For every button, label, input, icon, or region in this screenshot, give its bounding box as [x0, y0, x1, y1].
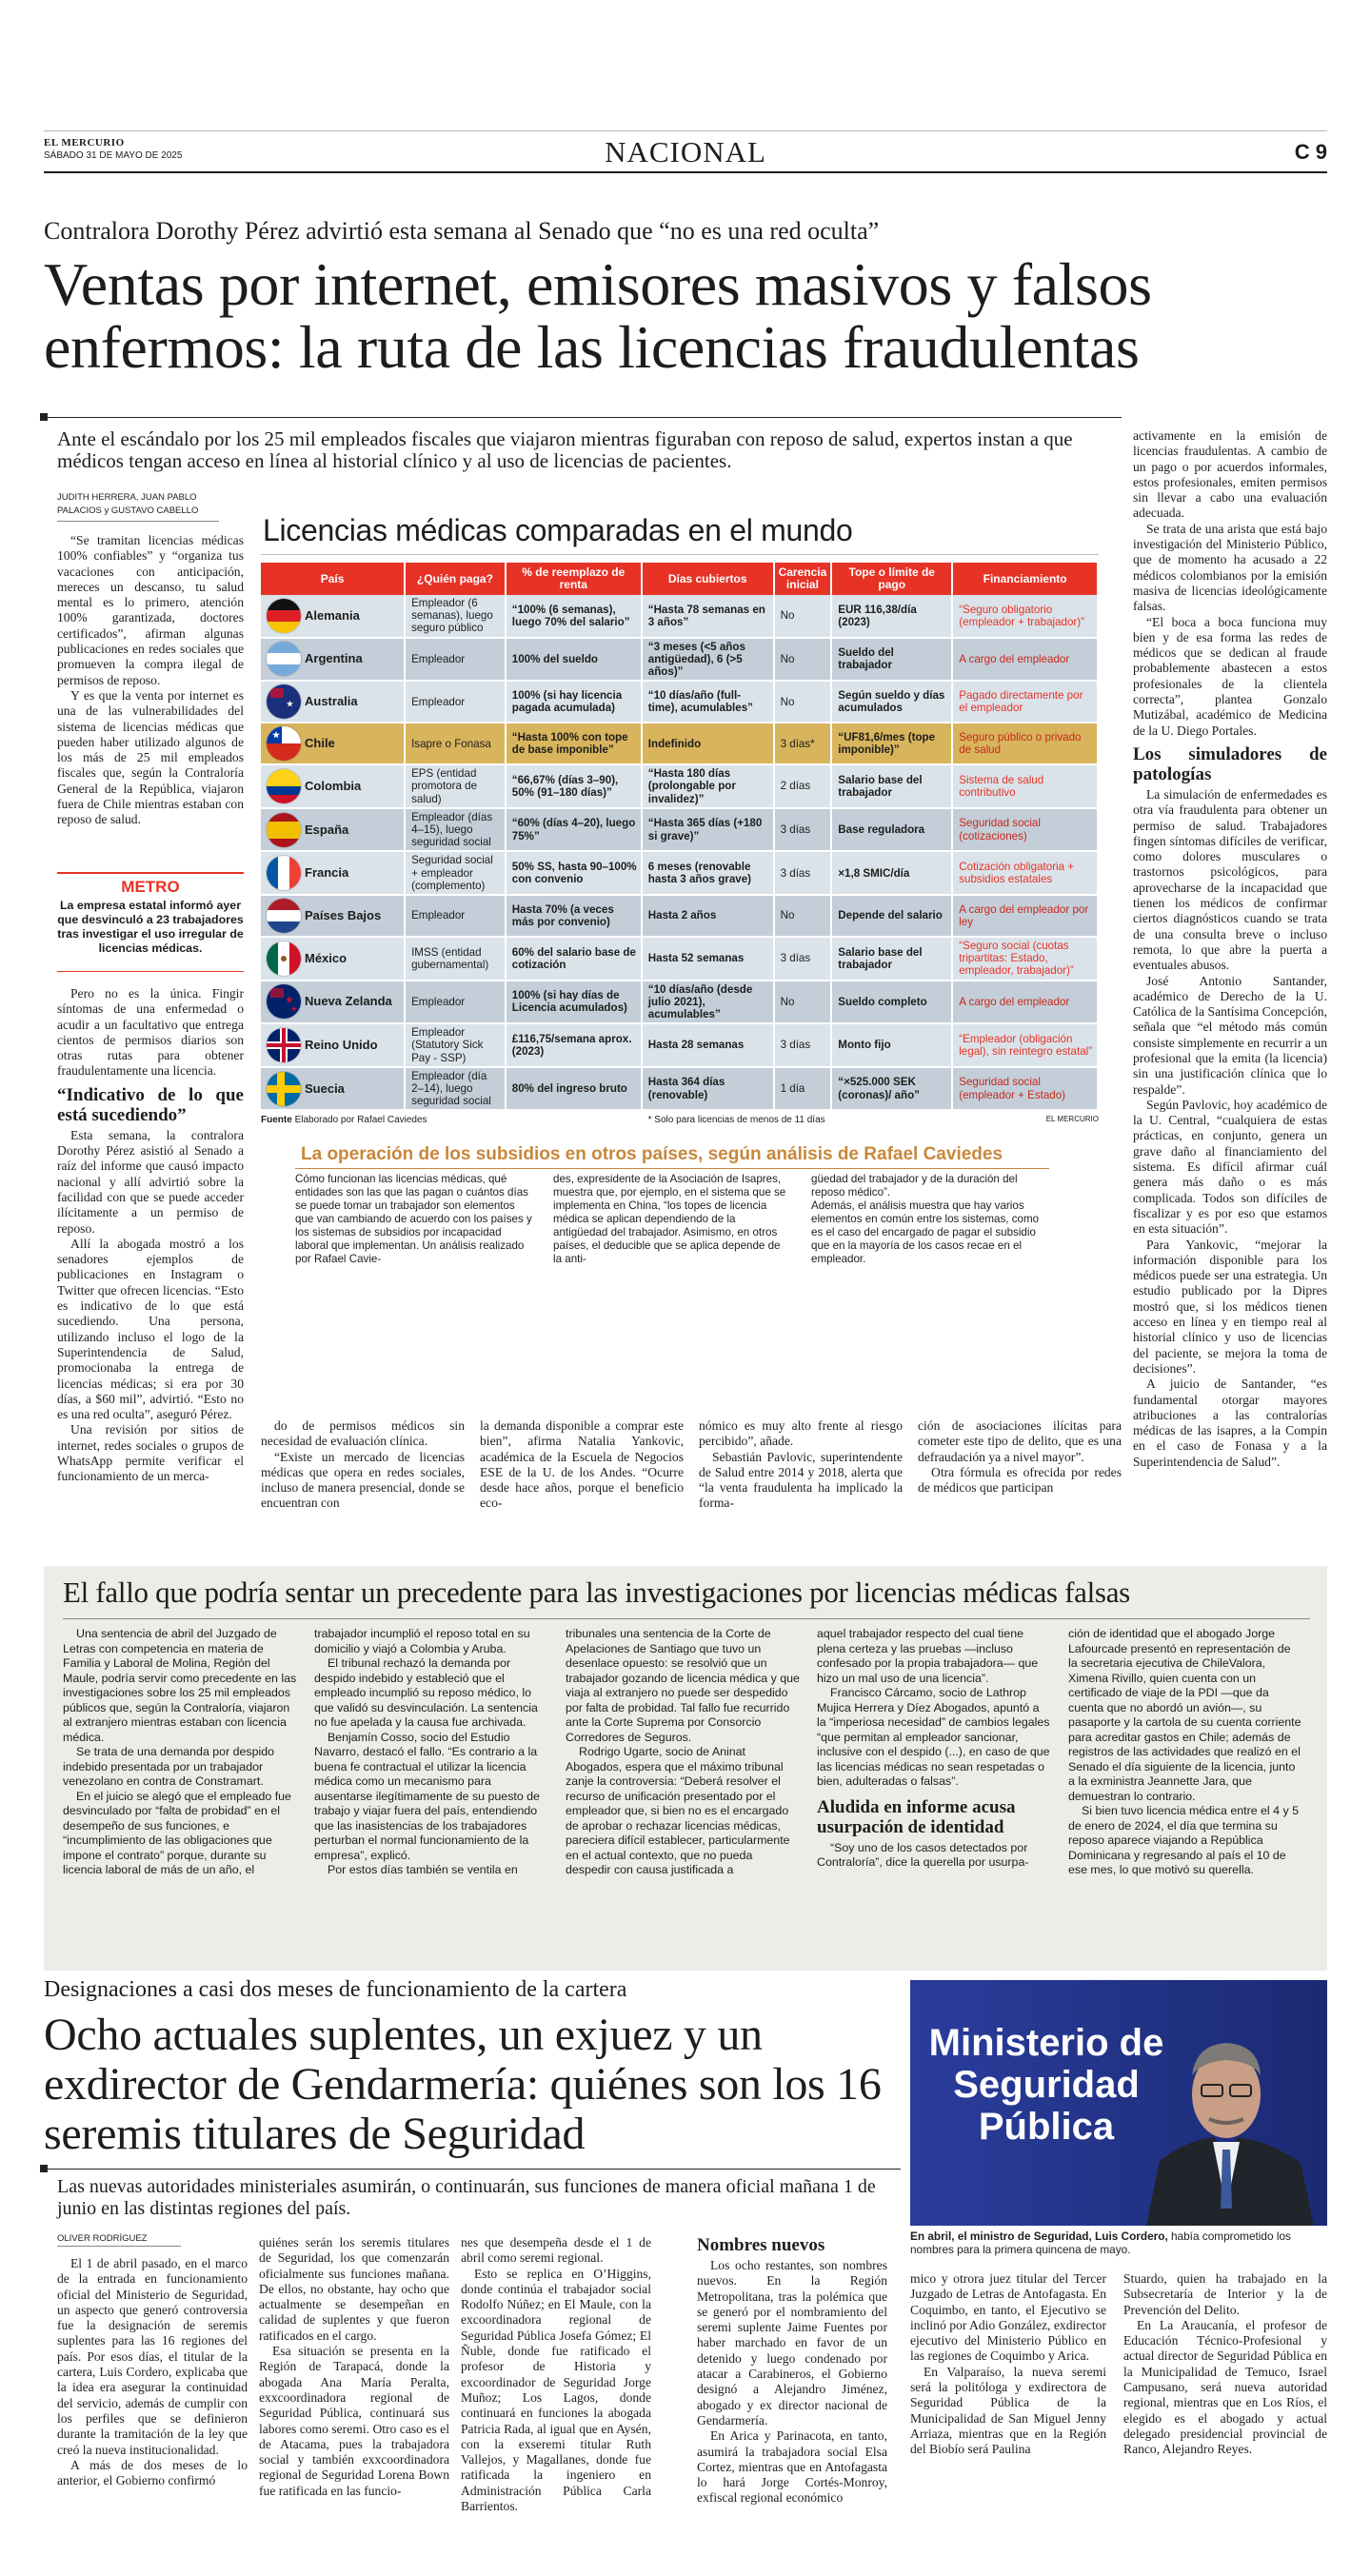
paragraph: Una revisión por sitios de internet, redes sociales o grupos de WhatsApp permite verificar el funcionamiento de un merca- — [57, 1422, 244, 1484]
paragraph: José Antonio Santander, académico de Derecho de la U. Católica de la Santísima Concepción, señala que “el método más común consiste simplemente en recurrir a un profesional que la emita (la licencia) sin una justificación clínica que lo respalde”. — [1133, 973, 1327, 1097]
paragraph: Por estos días también se ventila en — [328, 1863, 518, 1876]
table-cell: 3 días — [774, 937, 832, 981]
table-row — [261, 808, 1098, 852]
table-cell: “UF81,6/mes (tope imponible)” — [831, 723, 952, 764]
table-cell: No — [774, 981, 832, 1024]
paragraph: Para Yankovic, “mejorar la información disponible para los médicos puede ser una estrategia. Un estudio publicado por la Dipres mostró que, si los médicos tienen acceso en línea y en tiempo real al historial clínico y uso de licencias del paciente, se mejora la toma de decisiones”. — [1133, 1237, 1327, 1376]
country-cell — [261, 808, 405, 852]
flag-icon — [267, 1028, 301, 1062]
table-cell: “Seguro social (cuotas tripartitas: Estado, empleador, trabajador)” — [952, 937, 1098, 981]
paragraph: En Arica y Parinacota, en tanto, asumirá la trabajadora social Elsa Cortez, mientras que en Antofagasta lo hará Jorge Cortés-Monroy, exfiscal regional económico — [697, 2428, 887, 2506]
paragraph: Esta semana, la contralora Dorothy Pérez asistió al Senado a raíz del informe que causó impacto nacional y allí advirtió sobre la facilidad con que se puede acceder ilícitamente a un permiso de reposo. — [57, 1127, 244, 1236]
table-cell: “Seguro obligatorio (empleador + trabajador)” — [952, 595, 1098, 638]
paragraph: la demanda disponible a comprar este bien”, afirma Natalia Yankovic, académica de la Escuela de Negocios ESE de la U. de los Andes. “Ocurre desde hace años, porque el beneficio eco- — [480, 1418, 684, 1511]
table-cell: “Hasta 180 días (prolongable por invalidez)” — [642, 764, 774, 808]
table-cell: Base reguladora — [831, 808, 952, 852]
paragraph: Francisco Cárcamo, socio de Lathrop Mujica Herrera y Díez Abogados, apuntó a la “imperiosa necesidad” de cambios legales “que permitan al empleador sancionar, inclusive con el despido (...), en caso de que las licencias médicas no sean respetadas o bien, adulteradas o falsas”. — [817, 1686, 1050, 1788]
paragraph: Otra fórmula es ofrecida por redes de médicos que participan — [918, 1464, 1122, 1496]
table-cell: IMSS (entidad gubernamental) — [405, 937, 506, 981]
table-cell: Seguro público o privado de salud — [952, 723, 1098, 764]
paragraph: Se trata de una arista que está bajo investigación del Ministerio Público, que de momento ha acusado a 22 médicos colombianos por la emisión masiva de licencias ideológicamente falsas. — [1133, 521, 1327, 614]
paragraph: “Se tramitan licencias médicas 100% confiables” y “organiza tus vacaciones con anticipación, mereces un descanso, tu salud mental es lo primero, atención 100% garantizada, doctores certificados”, afirman algunas publicaciones en redes sociales que promueven la compra ilegal de permisos de reposo. — [57, 533, 244, 687]
paragraph: Allí la abogada mostró a los senadores ejemplos de publicaciones en Instagram o Twitter que ofrecen licencias. “Esto es indicativo de lo que está sucediendo. Una persona, utilizando incluso el logo de la Superintendencia de Salud, promocionaba la entrega de licencias médicas; si era por 30 días, a $60 mil”, advirtió. “Esto no es una red oculta”, aseguró Pérez. — [57, 1236, 244, 1422]
story3-col2 — [259, 2235, 449, 2499]
source-label: Fuente — [261, 1115, 292, 1126]
paragraph: Rodrigo Ugarte, socio de Aninat Abogados, espera que el máximo tribunal zanje la controversia: “Deberá resolver el recurso de unificación presentado por el empleador que, si bien no es el encargado de aprobar o rechazar licencias médicas, pareciera difícil establecer, particularmente en el actual contexto, que no pueda despedir con causa justificada a — [566, 1745, 790, 1876]
table-row — [261, 723, 1098, 764]
subheading: Aludida en informe acusa usurpación de identidad — [817, 1796, 1016, 1837]
metro-title: METRO — [121, 878, 180, 896]
country-name: España — [305, 822, 349, 837]
story3-byline: OLIVER RODRÍGUEZ — [57, 2233, 181, 2247]
table-header: Financiamiento — [952, 563, 1098, 595]
story3-col6 — [1123, 2271, 1327, 2458]
flag-icon — [267, 599, 301, 633]
country-name: Chile — [305, 736, 335, 751]
country-cell — [261, 937, 405, 981]
flag-icon — [267, 813, 301, 847]
story1-deck: Ante el escándalo por los 25 mil empleados fiscales que viajaron mientras figuraban con reposo de salud, expertos instan a que médicos tengan acceso en línea al historial clínico y al uso de licencias de pacientes. — [57, 427, 1073, 472]
country-cell — [261, 723, 405, 764]
story2-columns — [63, 1627, 1310, 1878]
table-header: Días cubiertos — [642, 563, 774, 595]
table-cell: Empleador (días 4–15), luego seguridad social — [405, 808, 506, 852]
credit: EL MERCURIO — [1045, 1115, 1099, 1124]
table-footer — [261, 1115, 1099, 1125]
table-cell: 3 días* — [774, 723, 832, 764]
subsidy-col: güedad del trabajador y de la duración del reposo médico”. Además, el análisis muestra que hay varios elementos en común entre los sistemas, como es el caso del encargado de pagar el subsidio que en la mayoría de los casos recae en el empleador. — [811, 1173, 1040, 1266]
story1-col1b — [57, 986, 244, 1485]
paragraph: Una sentencia de abril del Juzgado de Letras con competencia en materia de Familia y Laboral de Molina, Región del Maule, podría servir como precedente en las investigaciones sobre los 25 mil empleados públicos que, según la Contraloría, viajaron al extranjero mientras estaban con licencia médica. — [63, 1627, 297, 1744]
table-cell: 100% (si hay días de Licencia acumulados) — [506, 981, 642, 1024]
table-header: Carencia inicial — [774, 563, 832, 595]
paragraph: Pero no es la única. Fingir síntomas de una enfermedad o acudir a un facultativo que entrega cientos de permisos diarios son otras rutas para obtener fraudulentamente una licencia. — [57, 986, 244, 1079]
table-cell: No — [774, 681, 832, 723]
table-row — [261, 1067, 1098, 1111]
country-name: Argentina — [305, 651, 363, 666]
paragraph: Los ocho restantes, son nombres nuevos. En la Región Metropolitana, tras la polémica que se generó por el nombramiento del seremi suplente Jaime Fuentes por haber marchado en favor de un detenido y luego condenado por atacar a Carabineros, el Gobierno designó a Alejandro Jiménez, abogado y ex director nacional de Gendarmería. — [697, 2258, 887, 2427]
table-cell: No — [774, 895, 832, 937]
story3-headline: Ocho actuales suplentes, un exjuez y un exdirector de Gendarmería: quiénes son los 16 seremis titulares de Seguridad — [44, 2010, 882, 2159]
paragraph: activamente en la emisión de licencias fraudulentas. A cambio de un pago o por acuerdos informales, estos profesionales, emiten permisos sin llevar a cabo una evaluación adecuada. — [1133, 428, 1327, 521]
flag-icon — [267, 642, 301, 676]
table-row — [261, 895, 1098, 937]
story3-col3 — [461, 2235, 651, 2514]
table-cell: 3 días — [774, 851, 832, 895]
source-text: Elaborado por Rafael Caviedes — [294, 1115, 427, 1126]
table-cell: Empleador — [405, 638, 506, 682]
paragraph: ción de asociaciones ilícitas para cometer este tipo de delito, que es una defraudación ya a nivel mayor”. — [918, 1418, 1122, 1464]
paragraph: La simulación de enfermedades es otra vía fraudulenta para obtener un permiso de salud. Trabajadores fingen síntomas difíciles de verificar, como dolores musculares o trastornos psicológicos, para aprovecharse de la incapacidad que tienen los médicos de confirmar ciertos diagnósticos cuando se trata de una consulta breve o incluso remota, lo que abre la puerta a eventuales abusos. — [1133, 786, 1327, 973]
paragraph: nes que desempeña desde el 1 de abril como seremi regional. — [461, 2235, 651, 2266]
story1-kicker: Contralora Dorothy Pérez advirtió esta semana al Senado que “no es una red oculta” — [44, 217, 880, 245]
country-cell — [261, 764, 405, 808]
table-cell: “100% (6 semanas), luego 70% del salario” — [506, 595, 642, 638]
table-cell: 50% SS, hasta 90–100% con convenio — [506, 851, 642, 895]
story1-bottom — [261, 1418, 1122, 1512]
subsidy-col: des, expresidente de la Asociación de Isapres, muestra que, por ejemplo, en el sistema que se implementa en China, “los topes de licencia médica se aplican dependiendo de la antigüedad del trabajador. Asimismo, en otros países, el deducible que se aplica depende de la anti- — [553, 1173, 786, 1266]
paragraph: El tribunal rechazó la demanda por despido indebido y estableció que el empleado incumplió su reposo médico, lo que validó su desvinculación. La sentencia no fue apelada y la causa fue archivada. — [314, 1656, 538, 1729]
table-cell: “10 días/año (full-time), acumulables” — [642, 681, 774, 723]
table-cell: EPS (entidad promotora de salud) — [405, 764, 506, 808]
paragraph: Y es que la venta por internet es una de las vulnerabilidades del sistema de licencias médicas que pueden haber utilizado algunos de los más de 25 mil empleados fiscales que, según la Contraloría General de la República, viajaron fuera de Chile mientras estaban con reposo de salud. — [57, 687, 244, 827]
subsidy-title: La operación de los subsidios en otros países, según análisis de Rafael Caviedes — [301, 1144, 1003, 1165]
metro-text: La empresa estatal informó ayer que desvinculó a 23 trabajadores tras investigar el uso irregular de licencias médicas. — [57, 899, 244, 955]
paragraph: quiénes serán los seremis titulares de Seguridad, los que comenzarán oficialmente sus funciones mañana. De ellos, no obstante, hay ocho que actualmente se desempeñan en calidad de suplentes y que fueron ratificados en el cargo. — [259, 2235, 449, 2343]
flag-icon — [267, 856, 301, 890]
table-cell: Indefinido — [642, 723, 774, 764]
table-cell: A cargo del empleador por ley — [952, 895, 1098, 937]
country-name: Alemania — [305, 607, 360, 623]
story1-byline: JUDITH HERRERA, JUAN PABLO PALACIOS y GUSTAVO CABELLO — [57, 491, 219, 522]
table-cell: “Hasta 365 días (+180 si grave)” — [642, 808, 774, 852]
table-cell: Hasta 364 días (renovable) — [642, 1067, 774, 1111]
table-cell: Salario base del trabajador — [831, 937, 952, 981]
masthead-paper: EL MERCURIO — [44, 137, 125, 149]
subsidy-col: Cómo funcionan las licencias médicas, qué entidades son las que las pagan o cuántos días se puede tomar un trabajador son elementos que van cambiando de acuerdo con los países y los sistemas de subsidios por incapacidad laboral que implementan. Un análisis realizado por Rafael Cavie- — [295, 1173, 532, 1266]
subsidy-box — [295, 1144, 1049, 1266]
paragraph: “Existe un mercado de licencias médicas que opera en redes sociales, incluso de manera presencial, donde se encuentran con — [261, 1449, 465, 1511]
paragraph: Se trata de una demanda por despido indebido presentada por un trabajador venezolano en contra de Constramart. — [63, 1745, 275, 1788]
infographic-title: Licencias médicas comparadas en el mundo — [263, 513, 853, 547]
country-name: Australia — [305, 694, 358, 709]
flag-icon: ★ ★ — [267, 984, 301, 1019]
table-cell: 100% del sueldo — [506, 638, 642, 682]
table-cell: Hasta 28 semanas — [642, 1023, 774, 1067]
story1-right-col — [1133, 428, 1327, 1470]
table-cell: Hasta 70% (a veces más por convenio) — [506, 895, 642, 937]
table-cell: EUR 116,38/día (2023) — [831, 595, 952, 638]
table-cell: 1 día — [774, 1067, 832, 1111]
paragraph: A más de dos meses de lo anterior, el Gobierno confirmó — [57, 2457, 248, 2488]
table-cell: Seguridad social + empleador (complemento) — [405, 851, 506, 895]
sign-line: Ministerio de — [928, 2022, 1164, 2064]
story1-col1 — [57, 533, 244, 828]
table-cell: Sistema de salud contributivo — [952, 764, 1098, 808]
table-cell: 2 días — [774, 764, 832, 808]
table-cell: A cargo del empleador — [952, 638, 1098, 682]
story1-headline: Ventas por internet, emisores masivos y falsos enfermos: la ruta de las licencias fraudulentas — [44, 250, 1152, 381]
flag-icon — [267, 1072, 301, 1106]
flag-icon — [267, 941, 301, 976]
masthead-date: SÁBADO 31 DE MAYO DE 2025 — [44, 150, 183, 161]
table-cell: ×1,8 SMIC/día — [831, 851, 952, 895]
infographic — [261, 495, 1122, 1266]
table-header-row — [261, 563, 1098, 595]
paragraph: trabajador incumplió el reposo total en su domicilio y viajó a Colombia y Aruba. — [314, 1627, 530, 1655]
subheading: Nombres nuevos — [697, 2235, 825, 2255]
table-header: ¿Quién paga? — [405, 563, 506, 595]
table-row — [261, 595, 1098, 638]
flag-icon: ★ — [267, 684, 301, 719]
comparison-table — [261, 563, 1099, 1111]
paragraph: do de permisos médicos sin necesidad de evaluación clínica. — [261, 1418, 465, 1449]
paragraph: aquel trabajador respecto del cual tiene plena certeza y las pruebas —incluso confesado por la propia trabajadora— que hizo un mal uso de una licencia”. — [817, 1627, 1039, 1685]
minister-photo — [910, 1980, 1327, 2226]
table-cell: Empleador (Statutory Sick Pay - SSP) — [405, 1023, 506, 1067]
table-cell: Monto fijo — [831, 1023, 952, 1067]
footnote: * Solo para licencias de menos de 11 días — [647, 1115, 825, 1126]
country-name: Colombia — [305, 779, 362, 794]
photo-caption — [910, 2229, 1327, 2256]
paragraph: “El boca a boca funciona muy bien y de esa forma las redes de médicos que se dedican al fraude probablemente abastecen a estos profesionales de la clientela correcta”, plantea Gonzalo Mutizábal, académico de Medicina de la U. Diego Portales. — [1133, 614, 1327, 738]
sign-line: Pública — [978, 2106, 1115, 2148]
table-cell: Cotización obligatoria + subsidios estatales — [952, 851, 1098, 895]
country-cell — [261, 1023, 405, 1067]
flag-icon — [267, 769, 301, 803]
paragraph: En La Araucanía, el profesor de Educación Técnico-Profesional y actual director de Seguridad Pública en la Municipalidad de Temuco, Israel Campusano, será nueva autoridad regional, mientras que en Los Ríos, el elegido es el abogado y actual delegado presidencial provincial de Ranco, Alejandro Reyes. — [1123, 2317, 1327, 2457]
table-row — [261, 681, 1098, 723]
country-cell — [261, 895, 405, 937]
paragraph: Según Pavlovic, hoy académico de la U. Central, “cualquiera de estas prácticas, en conjunto, genera un grave daño al financiamiento del sistema. Es difícil afirmar cuál genera más daño o es más complicada. Todos son difíciles de fiscalizar y es por eso que estamos en esta situación”. — [1133, 1097, 1327, 1237]
rule-square — [40, 413, 48, 421]
page-number: C 9 — [1294, 140, 1327, 164]
country-cell — [261, 595, 405, 638]
table-cell: A cargo del empleador — [952, 981, 1098, 1024]
table-cell: “3 meses (<5 años antigüedad), 6 (>5 años)” — [642, 638, 774, 682]
paragraph: Esto se replica en O’Higgins, donde continúa el trabajador social Rodolfo Núñez; en El Maule, con la excoordinadora regional de Seguridad Pública Josefa Gómez; El Ñuble, donde fue ratificado el profesor de Historia y excoordinador de Seguridad Jorge Muñoz; Los Lagos, donde continuará en funciones la abogada Patricia Rada, al igual que en Aysén, con la exseremi titular Ruth Vallejos, y Magallanes, donde fue ratificada la ingeniero en Administración Pública Carla Barrientos. — [461, 2266, 651, 2514]
country-name: México — [305, 950, 348, 965]
table-row — [261, 981, 1098, 1024]
table-cell: 80% del ingreso bruto — [506, 1067, 642, 1111]
table-cell: Seguridad social (cotizaciones) — [952, 808, 1098, 852]
table-cell: Depende del salario — [831, 895, 952, 937]
table-cell: 60% del salario base de cotización — [506, 937, 642, 981]
table-cell: 100% (si hay licencia pagada acumulada) — [506, 681, 642, 723]
country-cell — [261, 851, 405, 895]
paragraph: Benjamín Cosso, socio del Estudio Navarro, destacó el fallo. “Es contrario a la buena fe contractual el utilizar la licencia médica como un mecanismo para ausentarse ilegítimamente de su puesto de trabajo y viajar fuera del país, entendiendo que las inasistencias de los trabajadores perturban el normal funcionamiento de la empresa”, explicó. — [314, 1730, 540, 1862]
table-cell: “10 días/año (desde julio 2021), acumulables” — [642, 981, 774, 1024]
table-cell: “Hasta 100% con tope de base imponible” — [506, 723, 642, 764]
table-cell: £116,75/semana aprox. (2023) — [506, 1023, 642, 1067]
table-cell: “×525.000 SEK (coronas)/ año” — [831, 1067, 952, 1111]
flag-icon: ★ — [267, 726, 301, 761]
paragraph: Si bien tuvo licencia médica entre el 4 y 5 de enero de 2024, el día que termina su reposo aparece viajando a República Dominicana y regresando al país el 10 de ese mes, lo que motivó su querella. — [1068, 1804, 1299, 1876]
story3-col5 — [910, 2271, 1106, 2458]
table-cell: Según sueldo y días acumulados — [831, 681, 952, 723]
sign-line: Seguridad — [953, 2064, 1140, 2106]
paragraph: Esa situación se presenta en la Región de Tarapacá, donde la abogada Ana María Peralta, exxcoordinadora regional de Seguridad Pública, continuará sus labores como seremi. Otro caso es el de Atacama, pues la trabajadora social y también exxcoordinadora regional de Seguridad Lorena Bown fue ratificada en las funcio- — [259, 2344, 449, 2498]
table-cell: No — [774, 595, 832, 638]
paragraph: A juicio de Santander, “es fundamental otorgar mayores atribuciones a las contralorías médicas de las isapres, a la Compin en el caso de Fonasa y a la Superintendencia de Salud”. — [1133, 1377, 1327, 1469]
country-cell — [261, 681, 405, 723]
table-row — [261, 1023, 1098, 1067]
country-cell — [261, 1067, 405, 1111]
table-cell: Sueldo del trabajador — [831, 638, 952, 682]
country-cell — [261, 981, 405, 1024]
table-cell: Isapre o Fonasa — [405, 723, 506, 764]
table-cell: 3 días — [774, 808, 832, 852]
table-cell: Hasta 2 años — [642, 895, 774, 937]
table-header: % de reemplazo de renta — [506, 563, 642, 595]
table-cell: Sueldo completo — [831, 981, 952, 1024]
table-cell: Salario base del trabajador — [831, 764, 952, 808]
paragraph: El 1 de abril pasado, en el marco de la entrada en funcionamiento oficial del Ministerio de Seguridad, un aspecto que generó controversia fue la designación de seremis suplentes para las 16 regiones del país. Por esos días, el titular de la cartera, Luis Cordero, explicaba que la idea era asegurar la continuidad del servicio, además de cumplir con los perfiles que se definieron durante la tramitación de la ley que creó la nueva institucionalidad. — [57, 2256, 248, 2457]
table-row — [261, 764, 1098, 808]
table-row — [261, 638, 1098, 682]
paragraph: Stuardo, quien ha trabajado en la Subsecretaría de Interior y la de Prevención del Delito. — [1123, 2271, 1327, 2317]
story3-col4 — [697, 2235, 887, 2507]
table-cell: Empleador (día 2–14), luego seguridad social — [405, 1067, 506, 1111]
caption-bold: En abril, el ministro de Seguridad, Luis Cordero, — [910, 2229, 1168, 2243]
metro-box — [57, 872, 244, 956]
table-cell: “Empleador (obligación legal), sin reintegro estatal” — [952, 1023, 1098, 1067]
story2-headline: El fallo que podría sentar un precedente para las investigaciones por licencias médicas falsas — [63, 1575, 1130, 1609]
table-header: País — [261, 563, 405, 595]
country-name: Suecia — [305, 1080, 345, 1096]
table-cell: Empleador — [405, 981, 506, 1024]
caption-text: había comprometido los nombres para la primera quincena de mayo. — [910, 2229, 1291, 2256]
section-title: NACIONAL — [605, 135, 766, 168]
table-cell: 3 días — [774, 1023, 832, 1067]
table-cell: Seguridad social (empleador + Estado) — [952, 1067, 1098, 1111]
table-cell: No — [774, 638, 832, 682]
story3-col1 — [57, 2256, 248, 2488]
table-cell: Empleador — [405, 895, 506, 937]
subheading: Los simuladores de patologías — [1133, 743, 1327, 784]
table-cell: “60% (días 4–20), luego 75%” — [506, 808, 642, 852]
table-cell: Pagado directamente por el empleador — [952, 681, 1098, 723]
table-row — [261, 937, 1098, 981]
table-cell: Empleador (6 semanas), luego seguro público — [405, 595, 506, 638]
country-name: Reino Unido — [305, 1038, 378, 1053]
paragraph: tribunales una sentencia de la Corte de Apelaciones de Santiago que tuvo un desenlace opuesto: se resolvió que un trabajador gozando de licencia médica y que viaja al extranjero no puede ser despedido por falta de probidad. Tal fallo fue recurrido ante la Corte Suprema por Consorcio Corredores de Seguros. — [566, 1627, 800, 1744]
table-cell: “66,67% (días 3–90), 50% (91–180 días)” — [506, 764, 642, 808]
paragraph: En el juicio se alegó que el empleado fue desvinculado por “falta de probidad” en el desempeño de sus funciones, e “incumplimiento de las obligaciones que impone el contrato” porque, durante su licencia laboral de más de un año, el — [63, 1789, 291, 1876]
table-header: Tope o límite de pago — [831, 563, 952, 595]
subheading: “Indicativo de lo que está sucediendo” — [57, 1084, 244, 1125]
table-cell: Hasta 52 semanas — [642, 937, 774, 981]
paragraph: nómico es muy alto frente al riesgo percibido”, añade. — [699, 1418, 903, 1449]
paragraph: “Soy uno de los casos detectados por Contraloría”, dice la querella por usurpa- — [817, 1840, 1029, 1869]
story3-deck: Las nuevas autoridades ministeriales asumirán, o continuarán, sus funciones de manera oficial mañana 1 de junio en las distintas regiones del país. — [57, 2176, 876, 2219]
paragraph: ción de identidad que el abogado Jorge Lafourcade presentó en representación de la secretaria ejecutiva de ChileValora, Ximena Rivillo, quien cuenta con un certificado de viaje de la PDI —que da cuenta que no abordó un avión—, su pasaporte y la cartola de su cuenta corriente para acreditar gastos en Chile; además de registros de las actividades que realizó en el Senado el día siguiente de la licencia, junto a la exministra Jeannette Jara, que demuestran lo contrario. — [1068, 1627, 1301, 1803]
flag-icon — [267, 899, 301, 933]
table-row — [261, 851, 1098, 895]
table-cell: “Hasta 78 semanas en 3 años” — [642, 595, 774, 638]
paragraph: En Valparaíso, la nueva seremi será la politóloga y exdirectora de Seguridad Pública de la Municipalidad de San Miguel Jenny Arriaza, mientras que en la Región del Biobío será Paulina — [910, 2364, 1106, 2457]
story3-kicker: Designaciones a casi dos meses de funcionamiento de la cartera — [44, 1977, 627, 2002]
country-name: Nueva Zelanda — [305, 994, 392, 1009]
country-name: Países Bajos — [305, 908, 382, 923]
table-cell: 6 meses (renovable hasta 3 años grave) — [642, 851, 774, 895]
paragraph: mico y otrora juez titular del Tercer Juzgado de Letras de Antofagasta. En Coquimbo, en tanto, el Ejecutivo se inclinó por Adio González, exdirector ejecutivo del Ministerio Público en las regiones de Coquimbo y Arica. — [910, 2271, 1106, 2364]
table-cell: Empleador — [405, 681, 506, 723]
country-name: Francia — [305, 865, 349, 881]
paragraph: Sebastián Pavlovic, superintendente de Salud entre 2014 y 2018, alerta que “la venta fraudulenta ha implicado la forma- — [699, 1449, 903, 1511]
country-cell — [261, 638, 405, 682]
